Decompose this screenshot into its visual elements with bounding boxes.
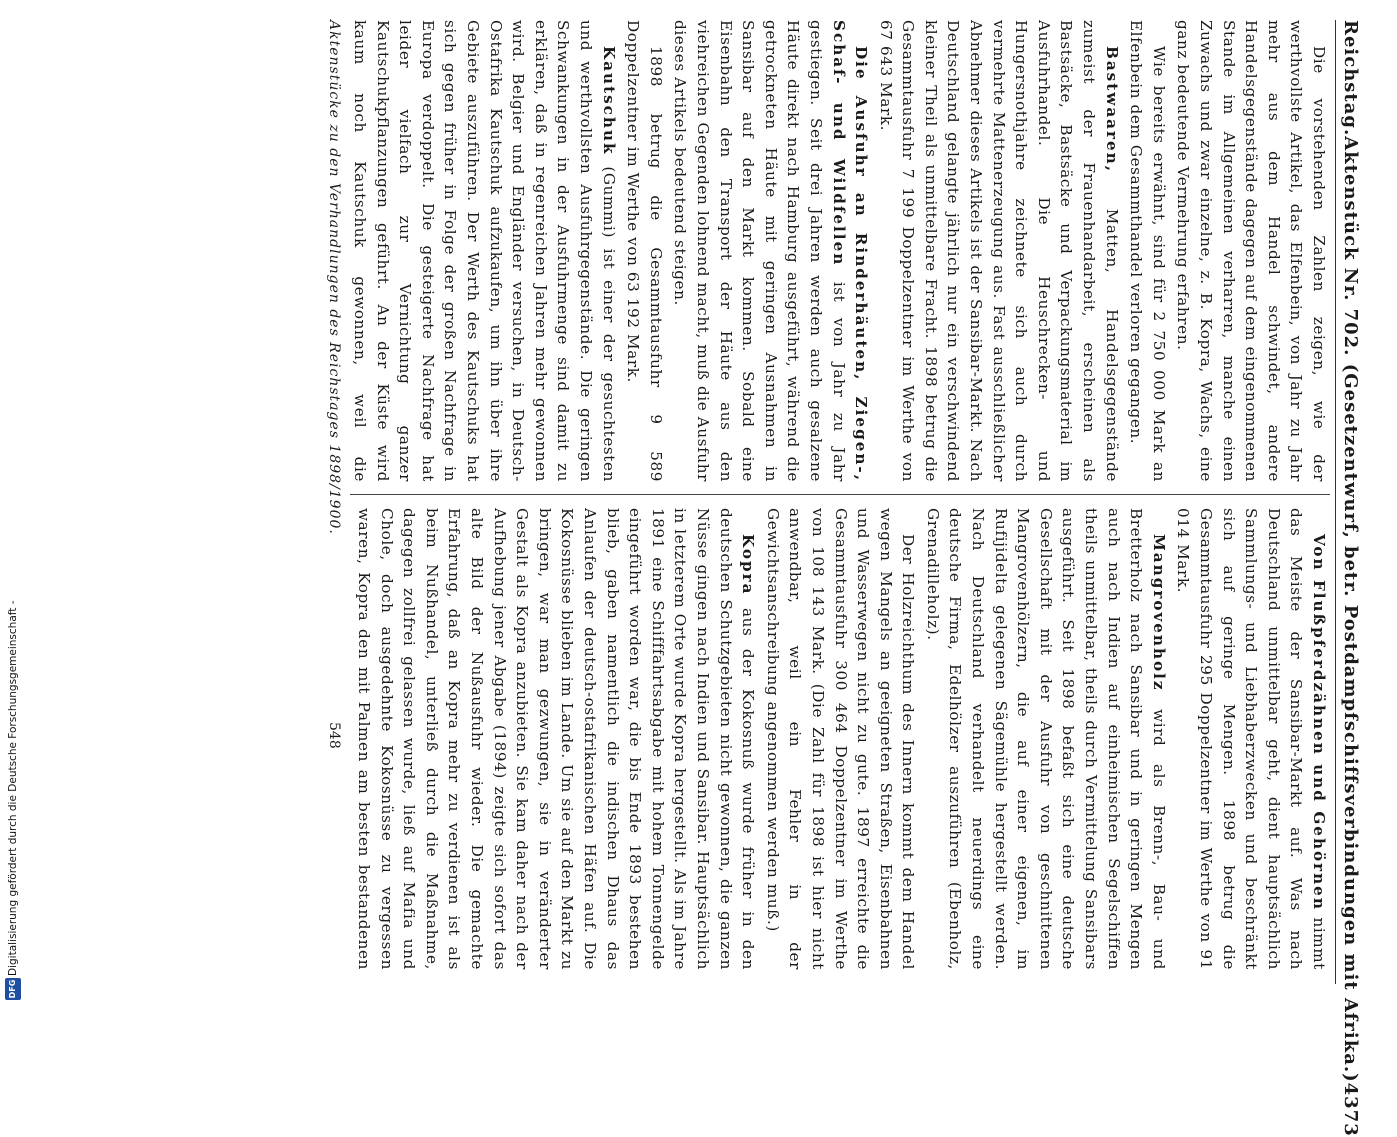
header-page-number: 4373	[1340, 1082, 1361, 1137]
header-subtitle: (Gesetzentwurf, betr. Postdampfschiffsverbindungen mit Afrika.)	[1340, 363, 1361, 1083]
paragraph-text: ist von Jahr zu Jahr gestiegen. Seit drei Jahren werden auch gesalzene Häute direkt nach Hamburg ausgeführt, während die getrockneten Häute mit geringen Ausnahmen in Sansibar auf den Markt kommen. Sobald eine Eisenbahn den Transport der Häute aus den viehreichen Gegenden lohnend macht, muß die Ausfuhr dieses Artikels bedeutend steigen.	[671, 20, 848, 482]
paragraph	[1172, 508, 1330, 970]
paragraph-text: wird als Brenn-, Bau- und Bretterholz nach Sansibar und in geringen Mengen auch nach Indien auf einheimischen Segelschiffen theils unmittelbar, theils durch Vermittelung Sansibars ausgeführt. Seit 1898 befaßt sich eine deutsche Gesellschaft mit der Ausfuhr von geschnittenen Mangrovenhölzern, die auf einer eigenen, im Rufijidelta gelegenen Sägemühle hergestellt werden. Nach Deutschland verhandelt neuerdings eine deutsche Firma, Edelhölzer auszuführen (Ebenholz, Grenadilleholz).	[923, 508, 1168, 970]
keyword: Die Ausfuhr an Rinderhäuten, Ziegen-, Schaf- und Wildfellen	[829, 20, 871, 482]
header-center	[1340, 136, 1361, 1082]
left-column	[350, 20, 1330, 482]
sidebar-funding-note	[2, 8, 24, 999]
paragraph: Wie bereits erwähnt, sind für 2 750 000 Mark an Elfenbein dem Gesammthandel verloren gegangen.	[1127, 20, 1168, 482]
paragraph-text: nimmt das Meiste der Sansibar-Markt auf. Was nach Deutschland unmittelbar geht, dient hauptsächlich Sammlungs- und Liebhaberzwecken und beschränkt sich auf geringe Mengen. 1898 betrug die Gesammtausfuhr 295 Doppelzentner im Werthe von 91 014 Mark.	[1174, 508, 1328, 970]
paragraph	[350, 508, 759, 970]
paragraph-text: aus der Kokosnuß wurde früher in den deutschen Schutzgebieten nicht gewonnen, die ganzen Nüsse gingen nach Indien und Sansibar. Hauptsächlich in letzterem Orte wurde Kopra hergestellt. Als im Jahre 1891 eine Schifffahrtsabgabe mit hohem Tonnengelde eingeführt worden war, die bis Ende 1893 bestehen blieb, gaben namentlich die indischen Dhaus das Anlaufen der deutsch-ostafrikanischen Häfen auf. Die Kokosnüsse blieben im Lande. Um sie auf den Markt zu bringen, war man gezwungen, sie in veränderter Gestalt als Kopra anzubieten. Sie kam daher nach der Aufhebung jener Abgabe (1894) zeigte sich sofort das alte Bild der Nußausfuhr wieder. Die gemachte Erfahrung, daß an Kopra mehr zu verdienen ist als beim Nußhandel, unterließ durch die Maßnahme, dagegen zollfrei gelassen wurde, ließ auf Mafia und Chole, doch ausgedehnte Kokosnüsse zu vergessen waren, Kopra den mit Palmen am besten bestandenen	[355, 508, 758, 970]
footer-source: Aktenstücke zu den Verhandlungen des Reichstages 1898/1900.	[326, 20, 342, 535]
paragraph: 1898 betrug die Gesammtausfuhr 9 589 Doppelzentner im Werthe von 63 192 Mark.	[624, 20, 665, 482]
paragraph-text: Matten, Handelsgegenstände zumeist der Frauenhandarbeit, erscheinen als Bastsäcke, Bastsäcke und Verpackungsmaterial im Ausfuhrhandel. Die Heuschrecken- und Hungersnothjahre zeichnete sich auch durch vermehrte Mattenerzeugung aus. Fast ausschließlicher Abnehmer dieses Artikels ist der Sansibar-Markt. Nach Deutschland gelangte jährlich nur ein verschwindend kleiner Theil als unmittelbare Fracht. 1898 betrug die Gesammtausfuhr 7 199 Doppelzentner im Werthe von 67 643 Mark.	[876, 20, 1121, 482]
column-divider	[350, 494, 1330, 495]
keyword: Kautschuk	[599, 46, 618, 156]
paragraph	[669, 20, 872, 482]
footer-page-number: 548	[326, 722, 342, 749]
keyword: Kopra	[739, 534, 758, 596]
keyword: Bastwaaren,	[1102, 46, 1121, 173]
paragraph-text: (Gummi) ist einer der gesuchtesten und werthvollsten Ausfuhrgegenstände. Die geringen Schwankungen in der Ausfuhrmenge sind damit zu erklären, daß in regenreichen Jahren mehr gewonnen wird. Belgier und Engländer versuchen, in Deutsch-Ostafrika Kautschuk aufzukaufen, um ihn über ihre Gebiete auszuführen. Der Werth des Kautschuks hat sich gegen früher in Folge der großen Nachfrage in Europa verdoppelt. Die gesteigerte Nachfrage hat leider vielfach zur Vernichtung ganzer Kautschukpflanzungen geführt. An der Küste wird kaum noch Kautschuk gewonnen, weil die	[351, 20, 618, 482]
page-header	[1335, 20, 1374, 1137]
right-column	[350, 508, 1330, 970]
paragraph	[921, 508, 1170, 970]
paragraph	[350, 20, 620, 482]
dfg-logo-text: DFG	[8, 979, 17, 999]
header-title: Aktenstück Nr. 702.	[1340, 136, 1361, 357]
rotated-page	[92, 2, 1382, 1137]
funding-text: Digitalisierung gefördert durch die Deutsche Forschungsgemeinschaft -	[7, 600, 19, 976]
paragraph: Die vorstehenden Zahlen zeigen, wie der werthvollste Artikel, das Elfenbein, von Jahr zu Jahr mehr aus dem Handel schwindet, andere Handelsgegenstände dagegen auf dem eingenommenen Stande im Allgemeinen verharren, manche einen Zuwachs und zwar einzelne, z. B. Kopra, Wachs, eine ganz bedeutende Vermehrung erfahren.	[1174, 20, 1328, 482]
paragraph	[874, 20, 1123, 482]
dfg-logo	[5, 978, 21, 1000]
keyword: Von Flußpferdzähnen und Gehörnen	[1310, 534, 1328, 911]
header-left: Reichstag.	[1340, 20, 1361, 137]
paragraph: Der Holzreichthum des Innern kommt dem Handel wegen Mangels an geeigneten Straßen, Eisenbahnen und Wasserwegen nicht zu gute. 1897 erreichte die Gesammtausfuhr 300 464 Doppelzentner im Werthe von 108 143 Mark. (Die Zahl für 1898 ist hier nicht anwendbar, weil ein Fehler in der Gewichtsanschreibung angenommen werden muß.)	[763, 508, 918, 970]
keyword: Mangrovenholz	[1149, 534, 1168, 692]
